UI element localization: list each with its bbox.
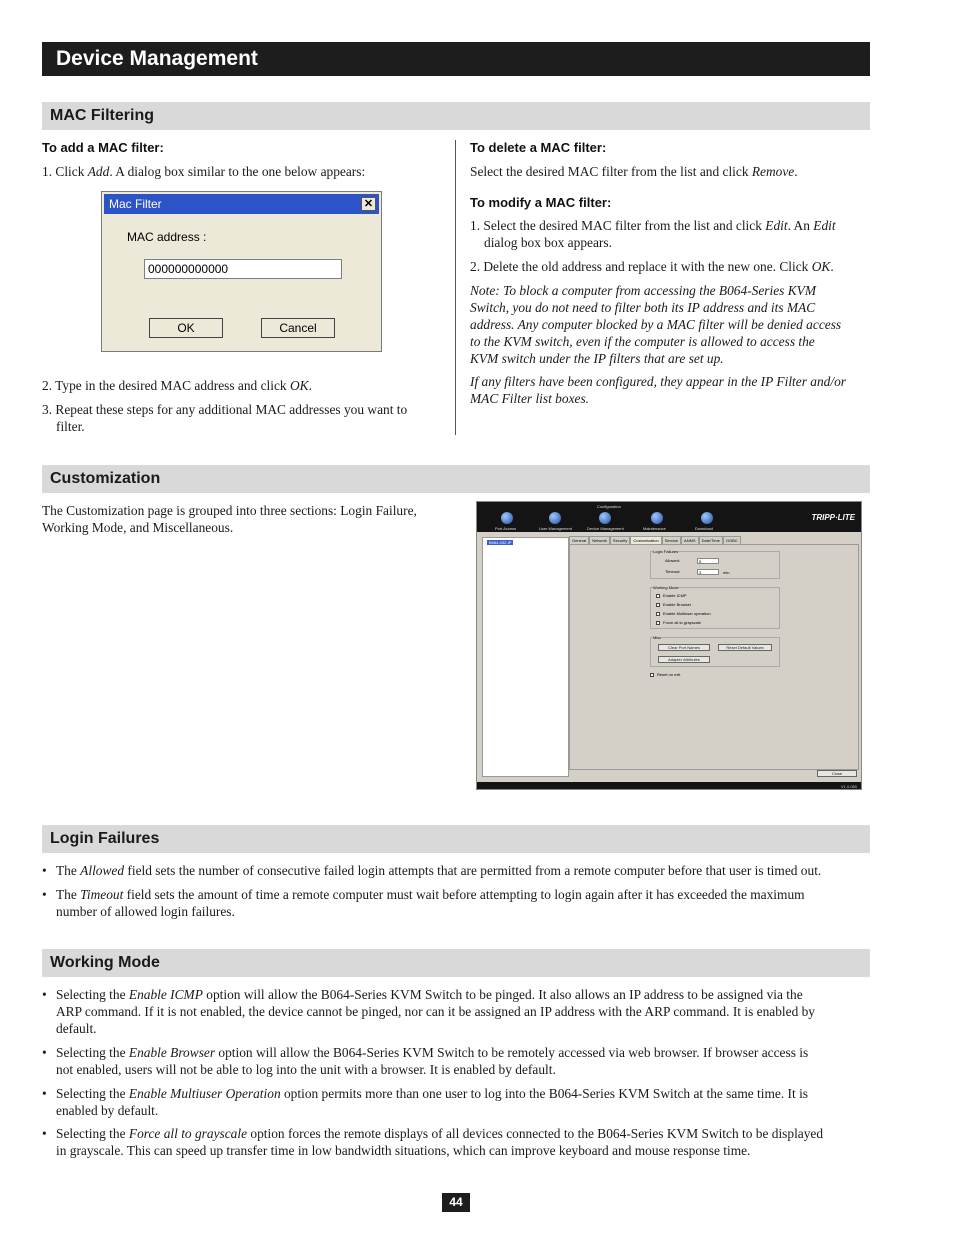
enable-multiuser-checkbox[interactable] xyxy=(656,612,660,616)
icon-label: User Management xyxy=(539,526,572,531)
timeout-label: Timeout: xyxy=(665,569,681,574)
cancel-button[interactable]: Cancel xyxy=(261,318,335,338)
list-item: • Selecting the Enable Browser option will allow the B064-Series KVM Switch to be remotely accessed via web browser. If browser access is not enabled, users will not be able to log into the unit with a browser. It is enabled by default. xyxy=(42,1045,809,1077)
section-login-failures xyxy=(42,825,870,853)
tab-datetime[interactable]: Date/Time xyxy=(699,536,723,545)
icon-label: Port Access xyxy=(495,526,517,531)
list-item: • Selecting the Enable ICMP option will allow the B064-Series KVM Switch to be pinged. It also allows an IP address to be assigned via the ARP command. If it is not enabled, the device cannot be pinged, nor can it be assigned an IP address with the ARP command. It is enabled by default. xyxy=(42,987,816,1036)
icon-label: Device Management xyxy=(587,526,624,531)
tab-network[interactable]: Network xyxy=(589,536,610,545)
add-step-2: 2. Type in the desired MAC address and click OK. xyxy=(42,378,312,393)
checkbox-label: Enable ICMP xyxy=(663,593,687,598)
reset-on-exit-checkbox[interactable] xyxy=(650,673,654,677)
tree-item-device[interactable]: B064-032-IP xyxy=(489,540,512,545)
list-item: • Selecting the Enable Multiuser Operation option permits more than one user to log into the B064-Series KVM Switch at the same time. It is enabled by default. xyxy=(42,1086,809,1118)
section-title: Customization xyxy=(50,470,161,487)
note-text: Note: To block a computer from accessing the B064-Series KVM Switch, you do not need to filter both its IP address and its MAC address. Any computer blocked by a MAC filter will be denied access to the KVM switch, even if the computer is allowed to access the KVM switch under the IP filters that are set up. xyxy=(470,283,842,366)
customization-panel xyxy=(569,544,859,770)
list-item: • The Timeout field sets the amount of time a remote computer must wait before attempting to login again after it has exceeded the maximum number of allowed login failures. xyxy=(42,887,805,919)
page-number: 44 xyxy=(442,1193,470,1212)
misc-group xyxy=(650,637,780,667)
list-item: • The Allowed field sets the number of consecutive failed login attempts that are permitted from a remote computer before that user is timed out. xyxy=(42,863,822,878)
working-mode-group xyxy=(650,587,780,629)
list-item: • Selecting the Force all to grayscale option forces the remote displays of all devices connected to the B064-Series KVM Switch to be displayed in grayscale. This can speed up transfer time in low bandwidth situations, which can improve keyboard and mouse response time. xyxy=(42,1126,824,1158)
checkbox-label: Force all to grayscale xyxy=(663,620,702,625)
modify-step-2: 2. Delete the old address and replace it with the new one. Click OK. xyxy=(470,259,834,274)
port-access-icon[interactable] xyxy=(501,512,513,524)
device-tree[interactable] xyxy=(482,537,569,777)
ok-button[interactable]: OK xyxy=(149,318,223,338)
close-icon[interactable]: ✕ xyxy=(361,197,376,211)
tab-general[interactable]: General xyxy=(569,536,589,545)
filters-note: If any filters have been configured, they appear in the IP Filter and/or MAC Filter list boxes. xyxy=(470,374,846,406)
group-label: Login Failures xyxy=(653,549,679,554)
config-label: Configuration xyxy=(597,504,621,509)
download-icon[interactable] xyxy=(701,512,713,524)
page-header-bar xyxy=(42,42,870,76)
modify-mac-heading: To modify a MAC filter: xyxy=(470,195,612,210)
user-management-icon[interactable] xyxy=(549,512,561,524)
column-divider xyxy=(455,140,456,435)
add-mac-heading: To add a MAC filter: xyxy=(42,140,164,155)
icon-label: Download xyxy=(695,526,713,531)
timeout-input[interactable]: 3 xyxy=(697,569,719,575)
dialog-title: Mac Filter xyxy=(109,197,162,211)
page-title: Device Management xyxy=(56,47,258,70)
adapter-attributes-button[interactable]: Adapter Attributes xyxy=(658,656,710,663)
tripp-lite-logo: TRIPP·LITE xyxy=(811,513,855,522)
section-title: Login Failures xyxy=(50,830,160,847)
group-label: Misc xyxy=(653,635,662,640)
section-title: Working Mode xyxy=(50,954,160,971)
maintenance-icon[interactable] xyxy=(651,512,663,524)
tab-anms[interactable]: ANMS xyxy=(681,536,699,545)
screenshot-toolbar xyxy=(477,502,861,532)
mac-address-label: MAC address : xyxy=(127,230,207,244)
mac-address-input[interactable]: 000000000000 xyxy=(144,259,342,279)
enable-icmp-checkbox[interactable] xyxy=(656,594,660,598)
section-mac-filtering xyxy=(42,102,870,130)
tab-service[interactable]: Service xyxy=(662,536,681,545)
clear-port-names-button[interactable]: Clear Port Names xyxy=(658,644,710,651)
login-failures-group xyxy=(650,551,780,579)
screenshot-status-bar xyxy=(477,782,861,789)
version-label: V1.0.080 xyxy=(840,784,857,789)
delete-text: Select the desired MAC filter from the list and click Remove. xyxy=(470,164,798,179)
min-label: min xyxy=(723,570,730,575)
close-button[interactable]: Close xyxy=(817,770,857,777)
icon-label: Maintenance xyxy=(643,526,666,531)
delete-mac-heading: To delete a MAC filter: xyxy=(470,140,607,155)
customization-screenshot xyxy=(476,501,862,790)
device-management-icon[interactable] xyxy=(599,512,611,524)
enable-browser-checkbox[interactable] xyxy=(656,603,660,607)
add-step-3: 3. Repeat these steps for any additional MAC addresses you want to filter. xyxy=(42,402,408,434)
allowed-input[interactable]: 5 xyxy=(697,558,719,564)
checkbox-label: Reset on exit xyxy=(657,672,681,677)
modify-step-1: 1. Select the desired MAC filter from the list and click Edit. An Edit dialog box box appears. xyxy=(470,218,836,250)
add-step-1: 1. Click Add. A dialog box similar to the one below appears: xyxy=(42,164,366,179)
section-customization xyxy=(42,465,870,493)
mac-filter-dialog xyxy=(101,191,382,352)
checkbox-label: Enable Multiuser operation xyxy=(663,611,711,616)
section-working-mode xyxy=(42,949,870,977)
allowed-label: Allowed: xyxy=(665,558,681,563)
reset-default-values-button[interactable]: Reset Default Values xyxy=(718,644,772,651)
tab-customization[interactable]: Customization xyxy=(630,536,661,545)
tab-security[interactable]: Security xyxy=(610,536,630,545)
tab-oobc[interactable]: OOBC xyxy=(723,536,741,545)
group-label: Working Mode xyxy=(653,585,679,590)
section-title: MAC Filtering xyxy=(50,107,154,124)
dialog-title-bar xyxy=(104,194,379,214)
checkbox-label: Enable Browser xyxy=(663,602,692,607)
force-grayscale-checkbox[interactable] xyxy=(656,621,660,625)
customization-intro: The Customization page is grouped into three sections: Login Failure, Working Mode, and Miscellaneous. xyxy=(42,503,417,535)
